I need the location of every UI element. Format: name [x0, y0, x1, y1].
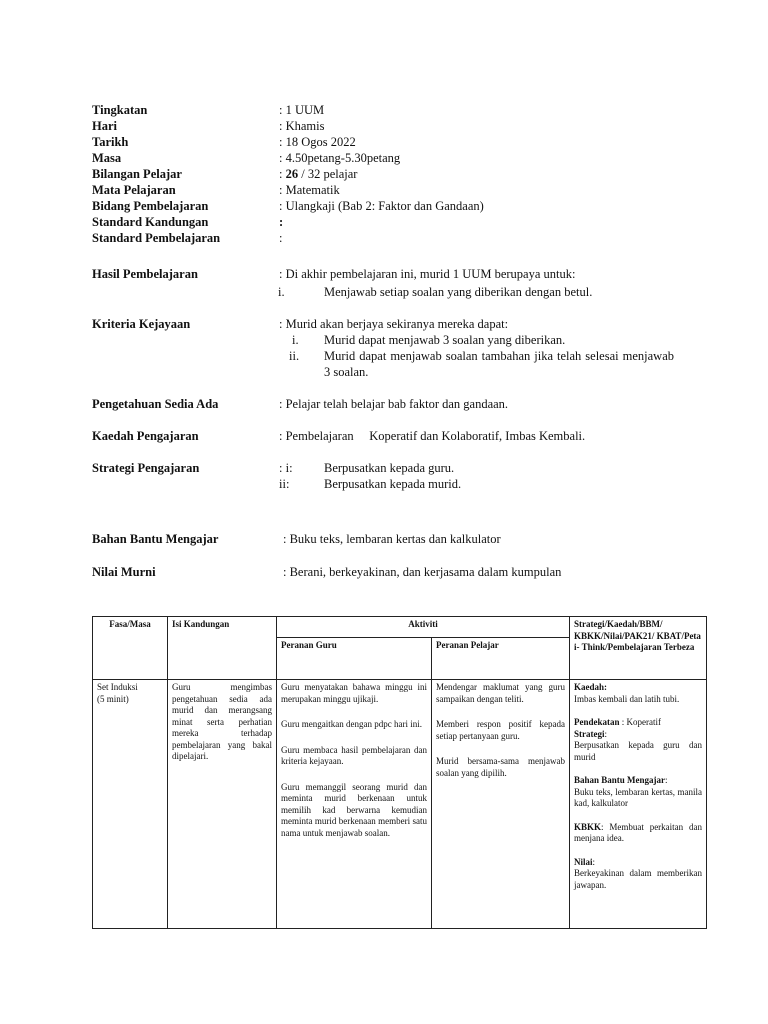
field-label: Mata Pelajaran [92, 183, 176, 197]
header-peranan-guru: Peranan Guru [277, 638, 432, 680]
guru-activity: Guru memanggil seorang murid dan meminta murid berkenaan untuk memilih kad berwarna kemudian meminta murid berkenaan memberi satu nama untuk menjawab soalan. [281, 781, 427, 838]
section-label: Strategi Pengajaran [92, 461, 200, 475]
header-peranan-pelajar: Peranan Pelajar [432, 638, 570, 680]
hasil-item [92, 284, 692, 300]
fasa-name: Set Induksi [97, 682, 138, 692]
guru-activity: Guru mengaitkan dengan pdpc hari ini. [281, 719, 422, 729]
strategi-item [92, 476, 692, 492]
field-value: : 4.50petang-5.30petang [279, 151, 401, 165]
field-label: Bilangan Pelajar [92, 167, 182, 181]
strategi-pendekatan: Pendekatan : Koperatif Strategi: Berpusatkan kepada guru dan murid [574, 717, 703, 762]
strategi-bahan: Bahan Bantu Mengajar: Buku teks, lembaran kertas, manila kad, kalkulator [574, 775, 703, 808]
header-strategi: Strategi/Kaedah/BBM/ KBKK/Nilai/PAK21/ KBAT/Peta i- Think/Pembelajaran Terbeza [570, 617, 707, 680]
cell-isi-kandungan: Guru mengimbas pengetahuan sedia ada murid dan merangsang minat serta perhatian mereka terhadap pembelajaran yang bakal dipelajari. [168, 680, 277, 929]
item-text: Berpusatkan kepada guru. [324, 461, 455, 475]
item-text: Murid dapat menjawab 3 soalan yang diberikan. [324, 333, 566, 347]
section-label: Hasil Pembelajaran [92, 267, 198, 281]
table-row [93, 680, 707, 929]
field-value: : [279, 215, 284, 229]
cell-strategi [570, 680, 707, 929]
cell-fasa [93, 680, 168, 929]
field-value: : [279, 231, 283, 245]
field-value: : 18 Ogos 2022 [279, 135, 356, 149]
section-label: Kriteria Kejayaan [92, 317, 191, 331]
kriteria-item [92, 348, 692, 380]
header-isi-kandungan: Isi Kandungan [168, 617, 277, 680]
strategi-nilai: Nilai: Berkeyakinan dalam memberikan jawapan. [574, 856, 703, 890]
section-intro: : Murid akan berjaya sekiranya mereka dapat: [279, 317, 509, 331]
section-label: Kaedah Pengajaran [92, 429, 199, 443]
pelajar-activity: Memberi respon positif kepada setiap pertanyaan guru. [436, 719, 566, 741]
field-label: Tingkatan [92, 103, 148, 117]
field-label: Hari [92, 119, 117, 133]
section-value: : Berani, berkeyakinan, dan kerjasama dalam kumpulan [283, 565, 562, 579]
pelajar-activity: Mendengar maklumat yang guru sampaikan dengan teliti. [436, 682, 566, 704]
strategi-kbkk: KBKK: Membuat perkaitan dan menjana idea. [574, 821, 703, 843]
header-fasa-masa: Fasa/Masa [93, 617, 168, 680]
section-label: Bahan Bantu Mengajar [92, 532, 219, 546]
item-number: i. [292, 333, 299, 347]
guru-activity: Guru membaca hasil pembelajaran dan kriteria kejayaan. [281, 744, 427, 766]
field-label: Tarikh [92, 135, 129, 149]
cell-peranan-pelajar [432, 680, 570, 929]
lesson-table [92, 616, 707, 929]
field-value: : Matematik [279, 183, 340, 197]
section-label: Pengetahuan Sedia Ada [92, 397, 219, 411]
item-number: ii. [289, 349, 300, 363]
item-text: Murid dapat menjawab soalan tambahan jika telah selesai menjawab 3 soalan. [324, 349, 674, 379]
section-value: : Pembelajaran Koperatif dan Kolaboratif, Imbas Kembali. [279, 429, 586, 443]
field-label: Bidang Pembelajaran [92, 199, 209, 213]
field-label: Standard Pembelajaran [92, 231, 221, 245]
table-header-row [93, 617, 707, 638]
item-number: ii: [279, 477, 290, 491]
guru-activity: Guru menyatakan bahawa minggu ini merupakan minggu ujikaji. [281, 682, 427, 704]
field-value: : 1 UUM [279, 103, 325, 117]
field-value: : Khamis [279, 119, 325, 133]
section-value: : Buku teks, lembaran kertas dan kalkulator [283, 532, 501, 546]
header-aktiviti: Aktiviti [277, 617, 570, 638]
strategi-item [92, 460, 692, 476]
item-number: : i: [279, 461, 293, 475]
item-text: Berpusatkan kepada murid. [324, 477, 462, 491]
pelajar-activity: Murid bersama-sama menjawab soalan yang dipilih. [436, 756, 566, 778]
field-value: : Ulangkaji (Bab 2: Faktor dan Gandaan) [279, 199, 484, 213]
section-intro: : Di akhir pembelajaran ini, murid 1 UUM berupaya untuk: [279, 267, 576, 281]
field-label: Standard Kandungan [92, 215, 209, 229]
item-number: i. [278, 285, 285, 299]
strategi-kaedah: Kaedah: Imbas kembali dan latih tubi. [574, 682, 680, 704]
section-label: Nilai Murni [92, 565, 156, 579]
cell-peranan-guru [277, 680, 432, 929]
field-value: : 26 / 32 pelajar [279, 167, 358, 181]
fasa-duration: (5 minit) [97, 693, 129, 704]
kriteria-item [92, 332, 692, 348]
item-text: Menjawab setiap soalan yang diberikan dengan betul. [324, 285, 593, 299]
field-label: Masa [92, 151, 122, 165]
section-value: : Pelajar telah belajar bab faktor dan gandaan. [279, 397, 509, 411]
